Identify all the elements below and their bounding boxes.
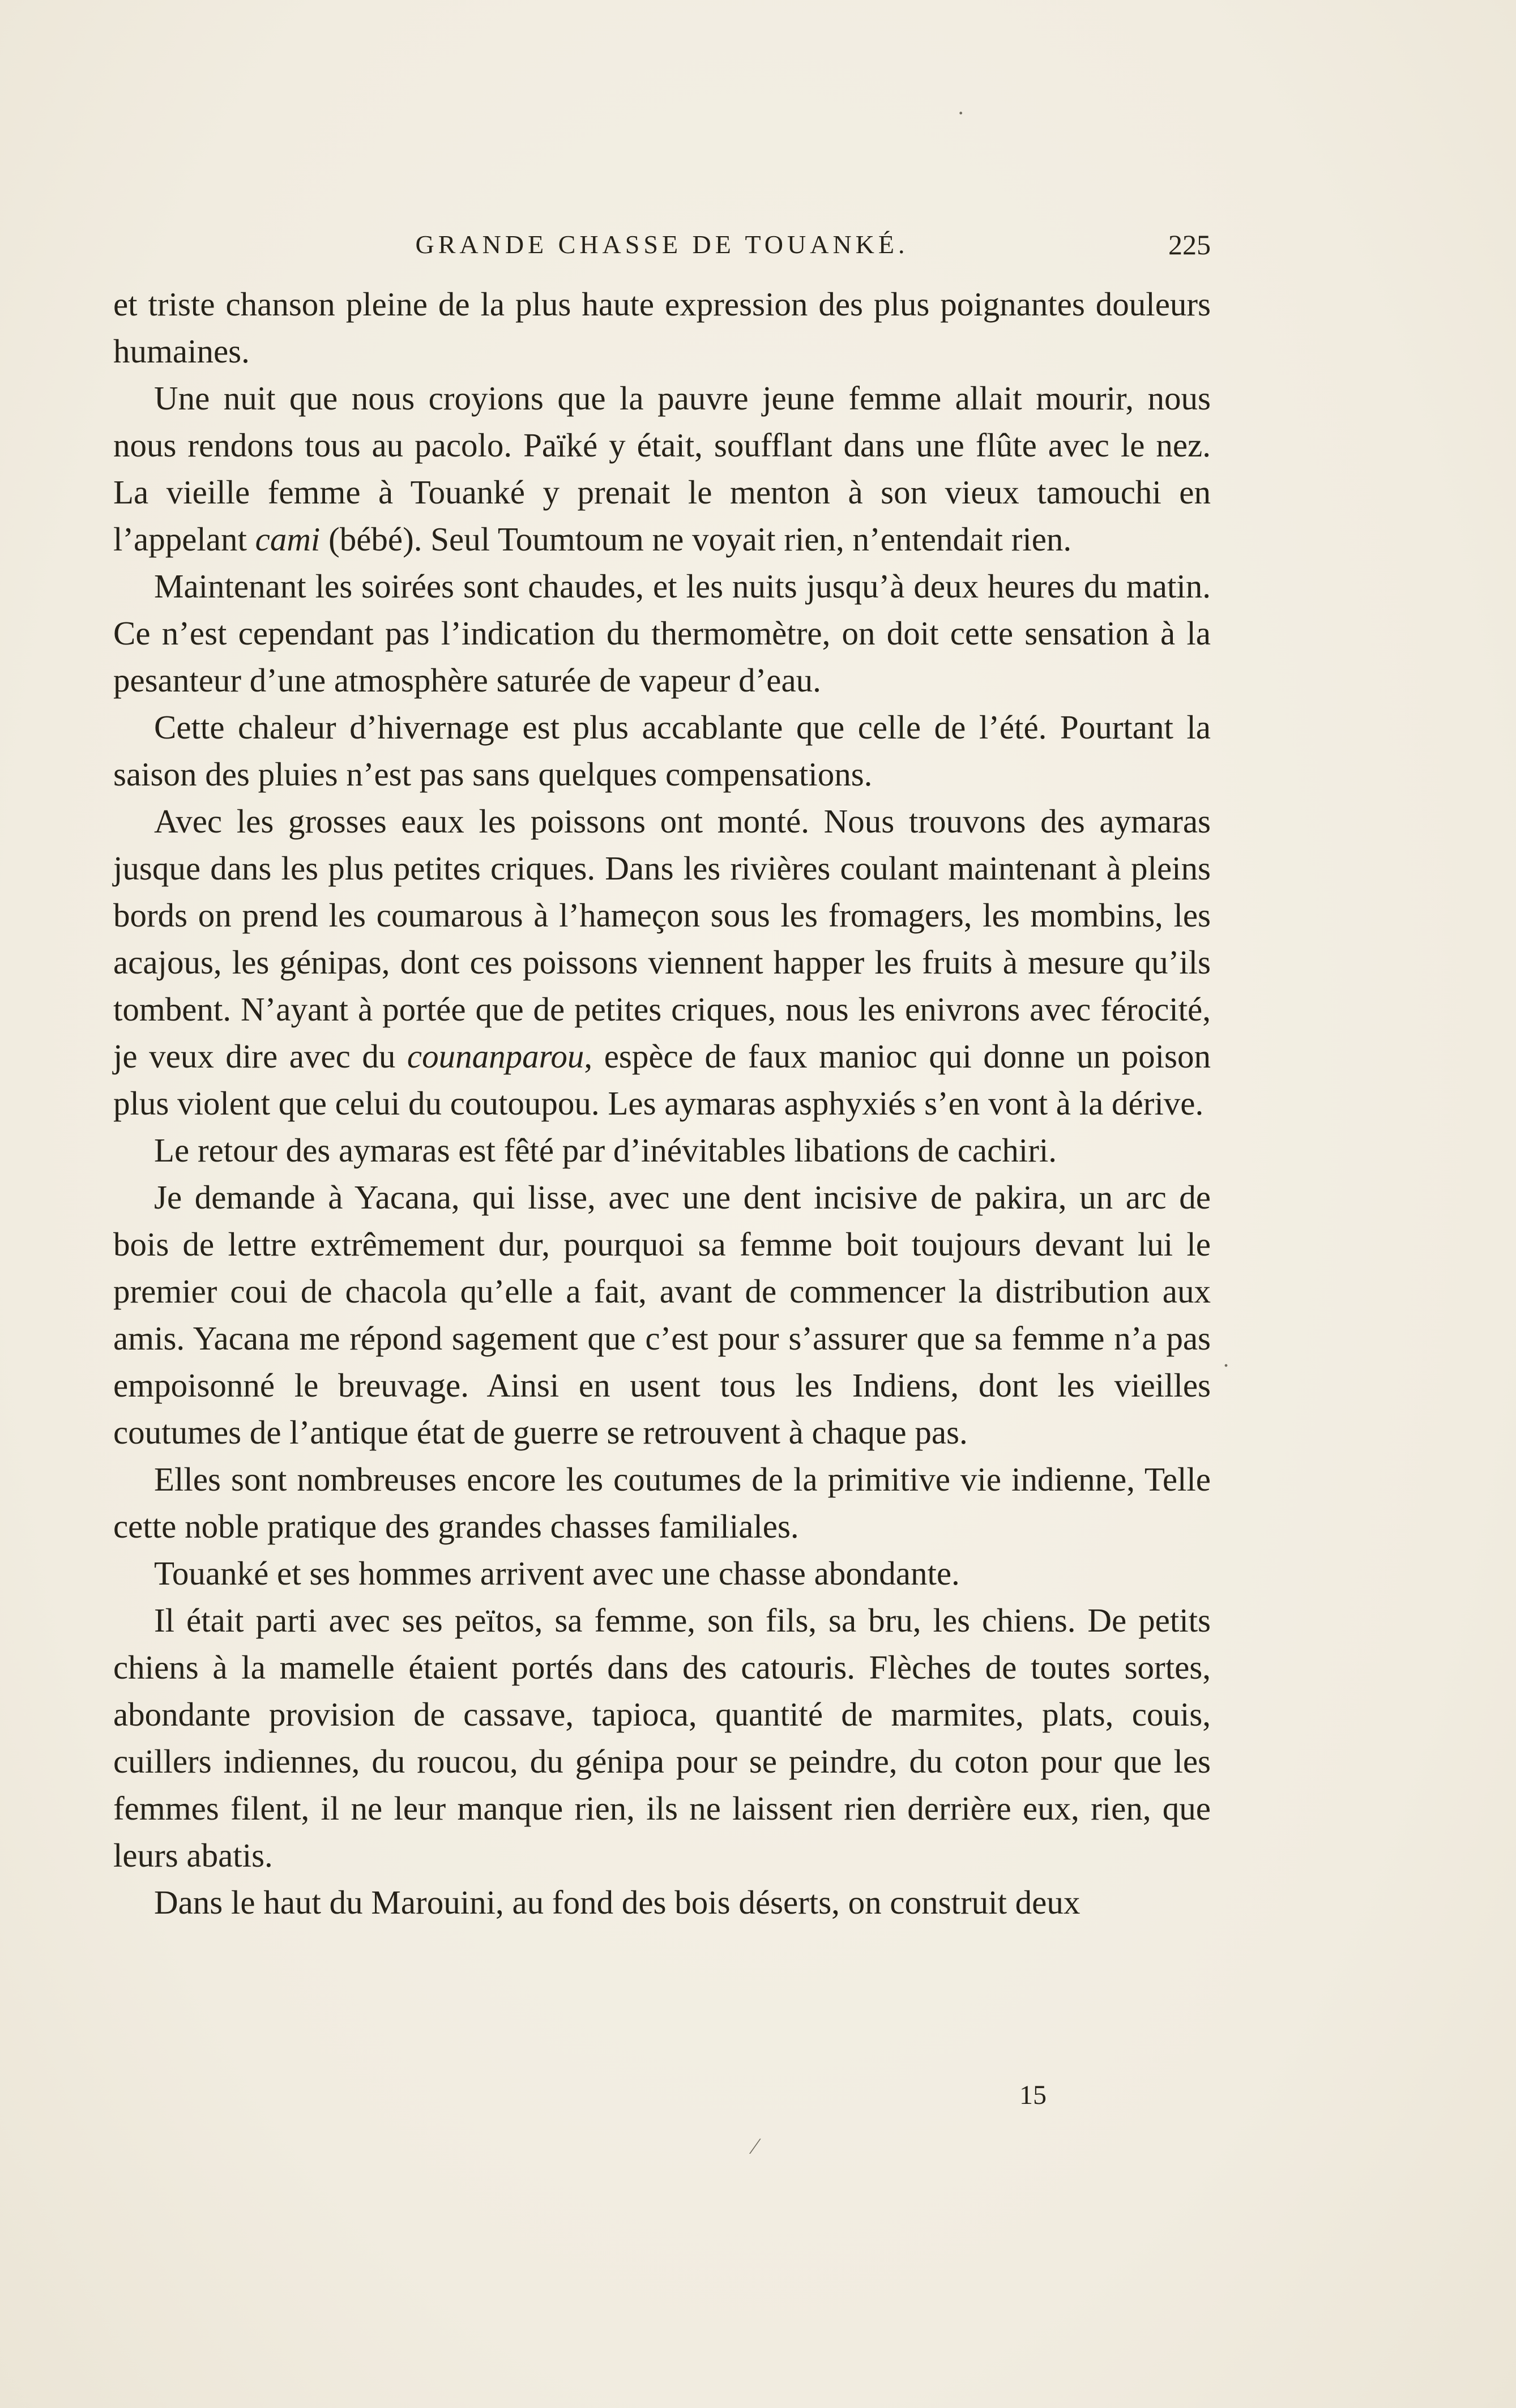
text-run: Dans le haut du Marouini, au fond des bois déserts, on construit deux xyxy=(154,1884,1081,1921)
text-run: Avec les grosses eaux les poissons ont monté. Nous trouvons des aymaras jusque dans les plus petites criques. Dans les rivières coulant maintenant à pleins bords on prend les coumarous à l’hameçon sous les fromagers, les mombins, les acajous, les génipas, dont ces poissons viennent happer les fruits à mesure qu’ils tombent. N’ayant à portée que de petites criques, nous les enivrons avec férocité, je veux dire avec du xyxy=(113,802,1211,1075)
paragraph xyxy=(113,1127,1211,1174)
text-run: Touanké et ses hommes arrivent avec une chasse abondante. xyxy=(154,1555,960,1592)
paragraph xyxy=(113,704,1211,798)
print-speck: ⁄ xyxy=(753,2133,757,2159)
text-run: et triste chanson pleine de la plus haute expression des plus poignantes douleurs humaines. xyxy=(113,285,1211,370)
text-run: Cette chaleur d’hivernage est plus accablante que celle de l’été. Pourtant la saison des pluies n’est pas sans quelques compensations. xyxy=(113,708,1211,793)
text-run: Maintenant les soirées sont chaudes, et les nuits jusqu’à deux heures du matin. Ce n’est cependant pas l’indication du thermomètre, on doit cette sensation à la pesanteur d’une atmosphère saturée de vapeur d’eau. xyxy=(113,567,1211,699)
paragraph xyxy=(113,563,1211,704)
italic-term: cami xyxy=(255,520,321,558)
paragraph xyxy=(113,1550,1211,1597)
signature-mark: 15 xyxy=(1019,2080,1047,2110)
text-run: (bébé). Seul Toumtoum ne voyait rien, n’entendait rien. xyxy=(320,520,1072,558)
text-run: Je demande à Yacana, qui lisse, avec une dent incisive de pakira, un arc de bois de lettre extrêmement dur, pourquoi sa femme boit toujours devant lui le premier coui de chacola qu’elle a fait, avant de commencer la distribution aux amis. Yacana me répond sagement que c’est pour s’assurer que sa femme n’a pas empoisonné le breuvage. Ainsi en usent tous les Indiens, dont les vieilles coutumes de l’antique état de guerre se retrouvent à chaque pas. xyxy=(113,1179,1211,1451)
paragraph xyxy=(113,1456,1211,1550)
body-text xyxy=(113,281,1211,1926)
print-speck: · xyxy=(957,100,965,126)
text-run: Le retour des aymaras est fêté par d’inévitables libations de cachiri. xyxy=(154,1132,1057,1169)
text-run: , espèce de faux manioc qui donne un poison plus violent que celui du coutoupou. Les aymaras asphyxiés s’en vont à la dérive. xyxy=(113,1038,1211,1122)
text-run: Elles sont nombreuses encore les coutumes de la primitive vie indienne, Telle cette noble pratique des grandes chasses familiales. xyxy=(113,1461,1211,1545)
text-run: Une nuit que nous croyions que la pauvre jeune femme allait mourir, nous nous rendons tous au pacolo. Païké y était, soufflant dans une flûte avec le nez. La vieille femme à Touanké y prenait le menton à son vieux tamouchi en l’appelant xyxy=(113,379,1211,558)
running-title: GRANDE CHASSE DE TOUANKÉ. xyxy=(415,230,909,259)
italic-term: counanparou xyxy=(407,1038,584,1075)
page-header xyxy=(113,222,1211,267)
page-number: 225 xyxy=(1168,229,1211,261)
paragraph xyxy=(113,281,1211,375)
paragraph xyxy=(113,798,1211,1127)
paragraph xyxy=(113,1879,1211,1926)
paragraph xyxy=(113,1174,1211,1456)
paragraph xyxy=(113,1597,1211,1879)
text-run: Il était parti avec ses peïtos, sa femme, son fils, sa bru, les chiens. De petits chiens à la mamelle étaient portés dans des catouris. Flèches de toutes sortes, abondante provision de cassave, tapioca, quantité de marmites, plats, couis, cuillers indiennes, du roucou, du génipa pour se peindre, du coton pour que les femmes filent, il ne leur manque rien, ils ne laissent rien derrière eux, rien, que leurs abatis. xyxy=(113,1602,1211,1874)
paragraph xyxy=(113,375,1211,563)
print-speck: . xyxy=(1223,1346,1229,1372)
